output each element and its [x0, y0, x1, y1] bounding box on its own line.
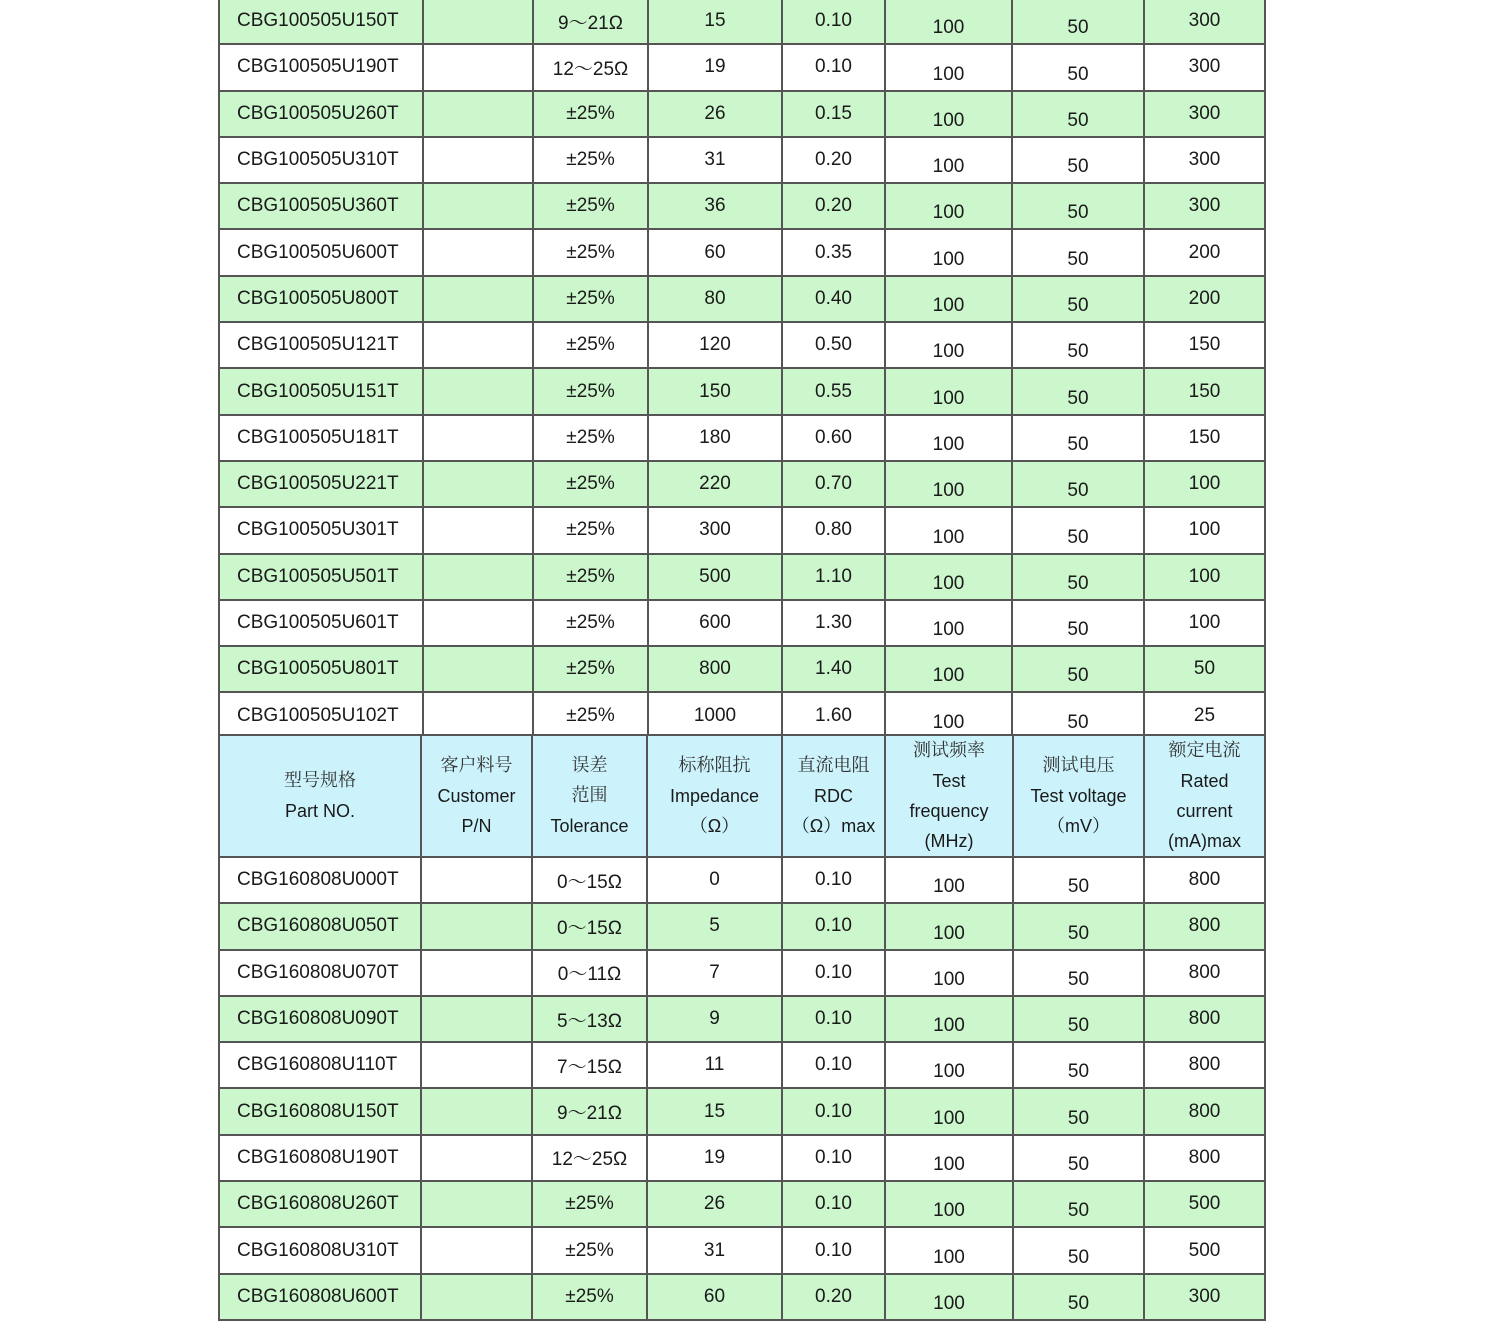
cell-test-frequency: 100 — [885, 0, 1012, 44]
header-rated-current: 额定电流 Rated current (mA)max — [1144, 735, 1265, 857]
cell-test-voltage: 50 — [1012, 692, 1144, 738]
cell-test-frequency: 100 — [885, 903, 1013, 949]
cell-impedance: 0 — [647, 857, 782, 903]
cell-rated-current: 800 — [1144, 1088, 1265, 1134]
cell-test-voltage: 50 — [1012, 91, 1144, 137]
cell-part-no: CBG160808U000T — [219, 857, 421, 903]
cell-customer-pn — [421, 857, 532, 903]
cell-rated-current: 800 — [1144, 996, 1265, 1042]
cell-customer-pn — [421, 1181, 532, 1227]
cell-part-no: CBG160808U260T — [219, 1181, 421, 1227]
cell-test-voltage: 50 — [1012, 461, 1144, 507]
cell-rdc: 0.20 — [782, 183, 885, 229]
cell-rdc: 0.50 — [782, 322, 885, 368]
spec-table-header — [219, 735, 1265, 857]
cell-part-no: CBG100505U102T — [219, 692, 423, 738]
table-row — [219, 276, 1265, 322]
cell-rdc: 0.10 — [782, 1088, 885, 1134]
cell-part-no: CBG160808U190T — [219, 1135, 421, 1181]
cell-rated-current: 150 — [1144, 368, 1265, 414]
cell-part-no: CBG100505U600T — [219, 229, 423, 275]
cell-tolerance: 0～15Ω — [532, 903, 647, 949]
table-row — [219, 0, 1265, 44]
table-row — [219, 137, 1265, 183]
cell-tolerance: ±25% — [533, 229, 648, 275]
cell-tolerance: ±25% — [533, 692, 648, 738]
cell-customer-pn — [423, 368, 533, 414]
cell-rdc: 1.30 — [782, 600, 885, 646]
cell-rated-current: 500 — [1144, 1227, 1265, 1273]
table-row — [219, 950, 1265, 996]
table-row — [219, 229, 1265, 275]
cell-part-no: CBG100505U360T — [219, 183, 423, 229]
spec-table-100505 — [218, 0, 1266, 740]
table-row — [219, 554, 1265, 600]
table-row — [219, 1042, 1265, 1088]
cell-rated-current: 800 — [1144, 1135, 1265, 1181]
cell-rdc: 0.10 — [782, 1042, 885, 1088]
cell-part-no: CBG160808U050T — [219, 903, 421, 949]
cell-part-no: CBG160808U110T — [219, 1042, 421, 1088]
cell-impedance: 19 — [648, 44, 782, 90]
cell-test-voltage: 50 — [1013, 1042, 1144, 1088]
cell-rated-current: 800 — [1144, 903, 1265, 949]
cell-test-frequency: 100 — [885, 950, 1013, 996]
cell-test-frequency: 100 — [885, 44, 1012, 90]
cell-customer-pn — [423, 322, 533, 368]
cell-rdc: 0.20 — [782, 1274, 885, 1320]
cell-part-no: CBG100505U121T — [219, 322, 423, 368]
cell-customer-pn — [423, 600, 533, 646]
cell-rated-current: 25 — [1144, 692, 1265, 738]
spec-table-160808 — [218, 734, 1266, 1321]
table-row — [219, 996, 1265, 1042]
cell-customer-pn — [423, 507, 533, 553]
cell-impedance: 7 — [647, 950, 782, 996]
header-tolerance: 误差 范围 Tolerance — [532, 735, 647, 857]
cell-customer-pn — [423, 229, 533, 275]
cell-test-frequency: 100 — [885, 276, 1012, 322]
cell-customer-pn — [423, 91, 533, 137]
header-test-voltage: 测试电压 Test voltage （mV） — [1013, 735, 1144, 857]
cell-rdc: 0.70 — [782, 461, 885, 507]
spec-table-body — [219, 857, 1265, 1320]
cell-test-frequency: 100 — [885, 91, 1012, 137]
cell-impedance: 9 — [647, 996, 782, 1042]
cell-impedance: 220 — [648, 461, 782, 507]
cell-impedance: 60 — [647, 1274, 782, 1320]
cell-customer-pn — [421, 903, 532, 949]
cell-tolerance: ±25% — [533, 415, 648, 461]
cell-test-frequency: 100 — [885, 461, 1012, 507]
table-row — [219, 600, 1265, 646]
cell-customer-pn — [423, 44, 533, 90]
cell-test-voltage: 50 — [1012, 276, 1144, 322]
cell-test-frequency: 100 — [885, 554, 1012, 600]
cell-tolerance: 7～15Ω — [532, 1042, 647, 1088]
cell-impedance: 31 — [648, 137, 782, 183]
cell-tolerance: 12～25Ω — [533, 44, 648, 90]
cell-test-frequency: 100 — [885, 1135, 1013, 1181]
cell-impedance: 31 — [647, 1227, 782, 1273]
cell-customer-pn — [423, 646, 533, 692]
cell-customer-pn — [423, 415, 533, 461]
cell-rated-current: 150 — [1144, 415, 1265, 461]
cell-rdc: 0.10 — [782, 1227, 885, 1273]
cell-rdc: 0.10 — [782, 903, 885, 949]
cell-tolerance: ±25% — [533, 368, 648, 414]
cell-customer-pn — [423, 692, 533, 738]
cell-test-voltage: 50 — [1013, 903, 1144, 949]
table-row — [219, 1227, 1265, 1273]
cell-rdc: 0.20 — [782, 137, 885, 183]
table-row — [219, 507, 1265, 553]
cell-customer-pn — [421, 950, 532, 996]
cell-test-frequency: 100 — [885, 229, 1012, 275]
header-part-no: 型号规格 Part NO. — [219, 735, 421, 857]
table-row — [219, 44, 1265, 90]
cell-impedance: 15 — [648, 0, 782, 44]
cell-part-no: CBG100505U151T — [219, 368, 423, 414]
cell-part-no: CBG160808U600T — [219, 1274, 421, 1320]
table-row — [219, 461, 1265, 507]
cell-part-no: CBG100505U301T — [219, 507, 423, 553]
cell-tolerance: ±25% — [533, 322, 648, 368]
cell-rdc: 0.10 — [782, 996, 885, 1042]
cell-test-voltage: 50 — [1013, 1227, 1144, 1273]
header-rdc: 直流电阻 RDC （Ω）max — [782, 735, 885, 857]
cell-test-voltage: 50 — [1012, 44, 1144, 90]
table-row — [219, 857, 1265, 903]
table-row — [219, 415, 1265, 461]
cell-impedance: 300 — [648, 507, 782, 553]
cell-impedance: 500 — [648, 554, 782, 600]
cell-test-frequency: 100 — [885, 368, 1012, 414]
cell-rdc: 1.60 — [782, 692, 885, 738]
cell-impedance: 5 — [647, 903, 782, 949]
cell-rated-current: 100 — [1144, 554, 1265, 600]
cell-test-frequency: 100 — [885, 137, 1012, 183]
table-row — [219, 1135, 1265, 1181]
cell-test-voltage: 50 — [1013, 1088, 1144, 1134]
cell-rdc: 0.10 — [782, 950, 885, 996]
cell-impedance: 120 — [648, 322, 782, 368]
cell-test-voltage: 50 — [1013, 1181, 1144, 1227]
table-row — [219, 183, 1265, 229]
table-row — [219, 646, 1265, 692]
cell-test-frequency: 100 — [885, 1042, 1013, 1088]
header-test-frequency: 测试频率 Test frequency (MHz) — [885, 735, 1013, 857]
cell-test-voltage: 50 — [1012, 183, 1144, 229]
cell-tolerance: ±25% — [533, 600, 648, 646]
cell-impedance: 11 — [647, 1042, 782, 1088]
cell-rated-current: 100 — [1144, 600, 1265, 646]
cell-test-voltage: 50 — [1012, 229, 1144, 275]
cell-part-no: CBG100505U150T — [219, 0, 423, 44]
cell-test-voltage: 50 — [1013, 1274, 1144, 1320]
cell-rated-current: 800 — [1144, 950, 1265, 996]
cell-impedance: 36 — [648, 183, 782, 229]
cell-rdc: 0.60 — [782, 415, 885, 461]
cell-test-voltage: 50 — [1012, 368, 1144, 414]
cell-rdc: 0.10 — [782, 44, 885, 90]
cell-rated-current: 200 — [1144, 229, 1265, 275]
cell-test-frequency: 100 — [885, 415, 1012, 461]
cell-rated-current: 300 — [1144, 1274, 1265, 1320]
cell-tolerance: 12～25Ω — [532, 1135, 647, 1181]
cell-customer-pn — [421, 996, 532, 1042]
cell-customer-pn — [423, 461, 533, 507]
cell-rdc: 0.10 — [782, 0, 885, 44]
cell-impedance: 15 — [647, 1088, 782, 1134]
cell-tolerance: 5～13Ω — [532, 996, 647, 1042]
cell-test-frequency: 100 — [885, 996, 1013, 1042]
cell-impedance: 60 — [648, 229, 782, 275]
cell-test-frequency: 100 — [885, 1181, 1013, 1227]
cell-rated-current: 300 — [1144, 44, 1265, 90]
cell-rdc: 0.10 — [782, 1181, 885, 1227]
cell-rdc: 0.15 — [782, 91, 885, 137]
cell-test-frequency: 100 — [885, 1227, 1013, 1273]
cell-test-voltage: 50 — [1012, 415, 1144, 461]
cell-tolerance: 0～15Ω — [532, 857, 647, 903]
cell-tolerance: ±25% — [532, 1181, 647, 1227]
cell-test-voltage: 50 — [1012, 646, 1144, 692]
cell-impedance: 80 — [648, 276, 782, 322]
cell-impedance: 150 — [648, 368, 782, 414]
cell-part-no: CBG100505U800T — [219, 276, 423, 322]
cell-customer-pn — [423, 0, 533, 44]
cell-customer-pn — [423, 183, 533, 229]
cell-customer-pn — [423, 554, 533, 600]
cell-part-no: CBG160808U310T — [219, 1227, 421, 1273]
cell-impedance: 600 — [648, 600, 782, 646]
cell-customer-pn — [421, 1135, 532, 1181]
cell-part-no: CBG100505U260T — [219, 91, 423, 137]
cell-rdc: 0.55 — [782, 368, 885, 414]
cell-rdc: 0.40 — [782, 276, 885, 322]
cell-test-frequency: 100 — [885, 1274, 1013, 1320]
cell-part-no: CBG160808U090T — [219, 996, 421, 1042]
cell-rated-current: 300 — [1144, 137, 1265, 183]
cell-tolerance: ±25% — [533, 137, 648, 183]
cell-tolerance: ±25% — [533, 91, 648, 137]
table-row — [219, 322, 1265, 368]
cell-test-voltage: 50 — [1012, 554, 1144, 600]
cell-test-voltage: 50 — [1013, 1135, 1144, 1181]
cell-rated-current: 150 — [1144, 322, 1265, 368]
cell-impedance: 26 — [648, 91, 782, 137]
table-row — [219, 1181, 1265, 1227]
cell-impedance: 19 — [647, 1135, 782, 1181]
cell-tolerance: ±25% — [533, 276, 648, 322]
table-row — [219, 91, 1265, 137]
cell-customer-pn — [421, 1227, 532, 1273]
table-row — [219, 903, 1265, 949]
cell-part-no: CBG100505U601T — [219, 600, 423, 646]
header-customer-pn: 客户料号 Customer P/N — [421, 735, 532, 857]
cell-rated-current: 50 — [1144, 646, 1265, 692]
table-row — [219, 368, 1265, 414]
cell-rdc: 0.35 — [782, 229, 885, 275]
cell-impedance: 800 — [648, 646, 782, 692]
cell-tolerance: 9～21Ω — [532, 1088, 647, 1134]
cell-part-no: CBG100505U501T — [219, 554, 423, 600]
cell-tolerance: ±25% — [532, 1227, 647, 1273]
cell-test-frequency: 100 — [885, 322, 1012, 368]
cell-rdc: 1.10 — [782, 554, 885, 600]
cell-tolerance: 0～11Ω — [532, 950, 647, 996]
cell-part-no: CBG100505U221T — [219, 461, 423, 507]
spec-table-body — [219, 0, 1265, 739]
cell-test-voltage: 50 — [1012, 137, 1144, 183]
cell-test-voltage: 50 — [1012, 322, 1144, 368]
cell-test-frequency: 100 — [885, 692, 1012, 738]
cell-test-frequency: 100 — [885, 507, 1012, 553]
cell-rated-current: 300 — [1144, 91, 1265, 137]
cell-customer-pn — [423, 137, 533, 183]
cell-customer-pn — [421, 1042, 532, 1088]
cell-test-voltage: 50 — [1012, 600, 1144, 646]
cell-rdc: 0.10 — [782, 857, 885, 903]
cell-part-no: CBG100505U310T — [219, 137, 423, 183]
cell-rated-current: 500 — [1144, 1181, 1265, 1227]
cell-impedance: 180 — [648, 415, 782, 461]
cell-tolerance: 9～21Ω — [533, 0, 648, 44]
cell-part-no: CBG100505U801T — [219, 646, 423, 692]
cell-rated-current: 300 — [1144, 0, 1265, 44]
header-impedance: 标称阻抗 Impedance （Ω） — [647, 735, 782, 857]
cell-rdc: 1.40 — [782, 646, 885, 692]
cell-customer-pn — [423, 276, 533, 322]
cell-test-voltage: 50 — [1012, 0, 1144, 44]
cell-rdc: 0.10 — [782, 1135, 885, 1181]
cell-test-frequency: 100 — [885, 646, 1012, 692]
cell-rated-current: 800 — [1144, 1042, 1265, 1088]
cell-part-no: CBG160808U070T — [219, 950, 421, 996]
cell-test-frequency: 100 — [885, 600, 1012, 646]
cell-rated-current: 100 — [1144, 461, 1265, 507]
table-row — [219, 692, 1265, 738]
cell-tolerance: ±25% — [533, 183, 648, 229]
cell-tolerance: ±25% — [533, 461, 648, 507]
cell-impedance: 26 — [647, 1181, 782, 1227]
cell-rated-current: 800 — [1144, 857, 1265, 903]
cell-test-voltage: 50 — [1013, 996, 1144, 1042]
cell-test-frequency: 100 — [885, 183, 1012, 229]
cell-tolerance: ±25% — [533, 554, 648, 600]
cell-test-voltage: 50 — [1013, 857, 1144, 903]
cell-part-no: CBG100505U181T — [219, 415, 423, 461]
cell-rated-current: 300 — [1144, 183, 1265, 229]
cell-test-frequency: 100 — [885, 857, 1013, 903]
cell-part-no: CBG160808U150T — [219, 1088, 421, 1134]
cell-rated-current: 200 — [1144, 276, 1265, 322]
cell-rated-current: 100 — [1144, 507, 1265, 553]
cell-tolerance: ±25% — [532, 1274, 647, 1320]
cell-customer-pn — [421, 1088, 532, 1134]
cell-test-voltage: 50 — [1013, 950, 1144, 996]
table-row — [219, 1088, 1265, 1134]
cell-tolerance: ±25% — [533, 646, 648, 692]
cell-part-no: CBG100505U190T — [219, 44, 423, 90]
cell-test-voltage: 50 — [1012, 507, 1144, 553]
cell-rdc: 0.80 — [782, 507, 885, 553]
cell-impedance: 1000 — [648, 692, 782, 738]
cell-test-frequency: 100 — [885, 1088, 1013, 1134]
cell-tolerance: ±25% — [533, 507, 648, 553]
